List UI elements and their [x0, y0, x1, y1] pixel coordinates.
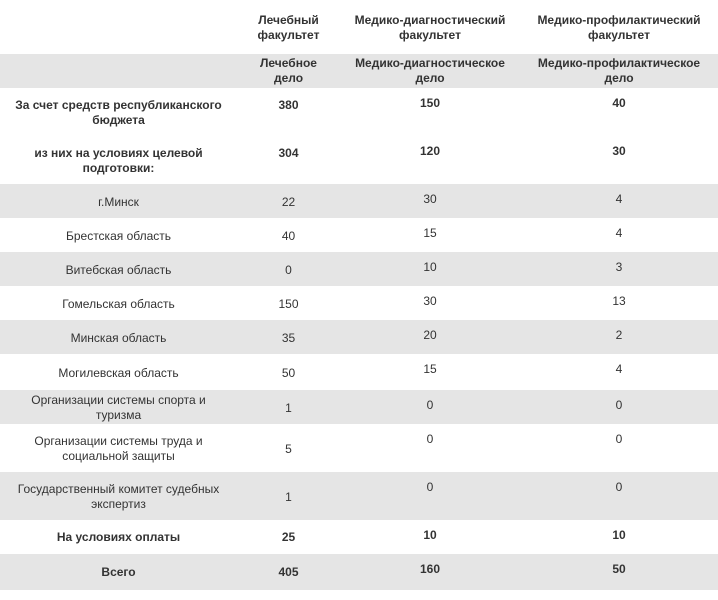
table-row-organization: [0, 390, 718, 424]
row-value: 150: [278, 296, 299, 311]
specialty-header-preventive: Медико-профилактическое дело: [537, 56, 701, 85]
row-value: 0: [615, 480, 623, 494]
row-value: 40: [281, 228, 296, 243]
row-value: 5: [285, 441, 292, 456]
row-value: 30: [612, 144, 626, 158]
row-label: Гомельская область: [62, 296, 175, 311]
row-value: 405: [278, 564, 299, 579]
row-value: 4: [615, 362, 623, 376]
row-value: 30: [423, 192, 437, 206]
row-label: Витебская область: [65, 262, 172, 277]
row-label: Организации системы спорта и туризма: [31, 393, 206, 422]
row-value: 22: [281, 194, 296, 209]
row-value: 4: [615, 226, 623, 240]
faculty-header-preventive: Медико-профилактический факультет: [537, 13, 701, 42]
row-value: 120: [419, 144, 441, 158]
row-label: Минская область: [70, 330, 167, 345]
row-value: 0: [426, 432, 434, 446]
row-label: Могилевская область: [58, 365, 179, 380]
row-value: 380: [278, 98, 299, 112]
table-row-region: [0, 184, 718, 218]
row-label: На условиях оплаты: [56, 529, 181, 544]
row-value: 10: [612, 528, 626, 542]
header-empty-cell: [0, 0, 237, 54]
row-value: 15: [423, 362, 437, 376]
faculty-header-medical: Лечебный факультет: [257, 13, 320, 42]
row-value: 4: [615, 192, 623, 206]
table-row-organization: [0, 424, 718, 472]
row-value: 0: [285, 262, 292, 277]
row-label: Всего: [101, 564, 136, 579]
table-row-region: [0, 286, 718, 320]
row-value: 30: [423, 294, 437, 308]
row-value: 2: [615, 328, 623, 342]
row-label: Брестская область: [65, 228, 172, 243]
specialty-header-empty: [0, 54, 237, 88]
row-value: 10: [423, 260, 437, 274]
row-label: За счет средств республиканского бюджета: [15, 98, 222, 127]
row-value: 3: [615, 260, 623, 274]
row-value: 40: [612, 96, 626, 110]
specialty-header-diagnostic: Медико-диагностическое дело: [355, 56, 505, 85]
row-value: 160: [419, 562, 441, 576]
faculty-header-row: [0, 0, 718, 54]
table-row-region: [0, 320, 718, 354]
row-label: г.Минск: [98, 194, 139, 209]
row-value: 25: [281, 529, 296, 544]
row-value: 13: [612, 294, 626, 308]
table-row-targeted: [0, 136, 718, 184]
row-value: 0: [615, 432, 623, 446]
row-value: 1: [285, 400, 292, 415]
row-value: 10: [423, 528, 437, 542]
table-row-total: [0, 554, 718, 590]
row-label: Государственный комитет судебных экспертиз: [17, 482, 220, 511]
faculty-header-diagnostic: Медико-диагностический факультет: [354, 13, 506, 42]
row-value: 50: [612, 562, 626, 576]
specialty-header-medical: Лечебное дело: [260, 56, 317, 85]
table-row-region: [0, 218, 718, 252]
specialty-header-row: [0, 54, 718, 88]
row-value: 20: [423, 328, 437, 342]
row-value: 150: [419, 96, 441, 110]
row-label: Организации системы труда и социальной защиты: [34, 434, 203, 463]
table-row-region: [0, 354, 718, 390]
row-value: 304: [278, 146, 299, 160]
row-value: 50: [281, 365, 296, 380]
table-row-organization: [0, 472, 718, 520]
table-row-paid: [0, 520, 718, 554]
row-value: 35: [281, 330, 296, 345]
table-row-region: [0, 252, 718, 286]
row-value: 1: [285, 489, 292, 504]
row-value: 15: [423, 226, 437, 240]
row-value: 0: [615, 398, 623, 412]
row-label: из них на условиях целевой подготовки:: [34, 146, 203, 175]
table-row-budget: [0, 88, 718, 136]
row-value: 0: [426, 480, 434, 494]
row-value: 0: [426, 398, 434, 412]
